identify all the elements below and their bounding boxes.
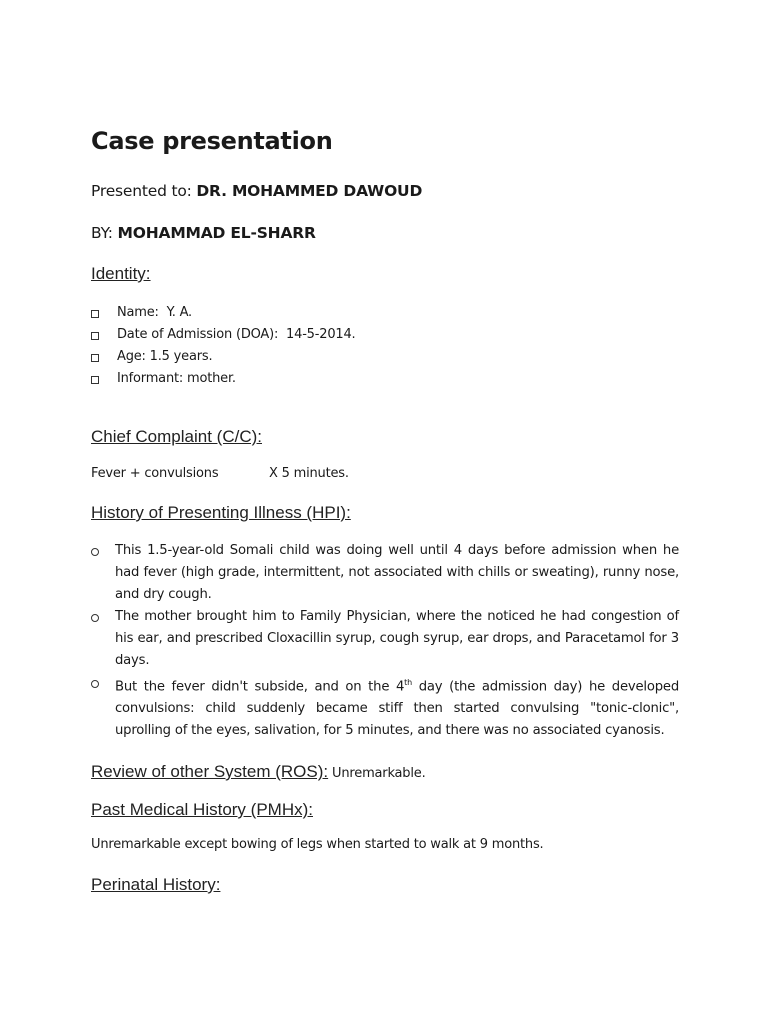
chief-complaint-heading: Chief Complaint (C/C):: [91, 427, 262, 446]
list-item: [91, 324, 355, 346]
identity-value: 1.5 years.: [145, 349, 213, 364]
circle-bullet-icon: [91, 614, 99, 622]
identity-value: 14-5-2014.: [278, 327, 356, 342]
pmhx-text: Unremarkable except bowing of legs when started to walk at 9 months.: [91, 837, 544, 852]
chief-complaint-duration: X 5 minutes.: [269, 466, 349, 481]
square-bullet-icon: [91, 354, 99, 362]
list-item: [91, 346, 355, 368]
circle-bullet-icon: [91, 680, 99, 688]
page-title: Case presentation: [91, 127, 333, 155]
presented-to-line: [91, 182, 422, 200]
hpi-list: [91, 540, 679, 742]
pmhx-heading: Past Medical History (PMHx):: [91, 800, 313, 819]
identity-heading: Identity:: [91, 264, 151, 283]
identity-value: Y. A.: [158, 305, 192, 320]
hpi-text-post: day (the admission day) he developed convulsions: child suddenly became stiff then started convulsing "tonic-clonic", uprolling of the eyes, salivation, for 5 minutes, and there was no associated cyanosis.: [115, 679, 679, 739]
presented-to-name: DR. MOHAMMED DAWOUD: [196, 182, 423, 200]
identity-label: Informant:: [117, 371, 184, 386]
presented-by-name: MOHAMMAD EL-SHARR: [117, 224, 316, 242]
presented-by-line: [91, 224, 316, 242]
hpi-text: This 1.5-year-old Somali child was doing well until 4 days before admission when he had fever (high grade, intermittent, not associated with chills or sweating), runny nose, and dry cough.: [115, 543, 679, 602]
ros-line: [91, 762, 426, 782]
identity-label: Date of Admission (DOA):: [117, 327, 279, 342]
square-bullet-icon: [91, 310, 99, 318]
list-item: [91, 606, 679, 672]
hpi-text-pre: But the fever didn't subside, and on the 4: [115, 679, 405, 695]
square-bullet-icon: [91, 376, 99, 384]
identity-value: mother.: [183, 371, 236, 386]
chief-complaint-symptom: Fever + convulsions: [91, 466, 219, 481]
presented-by-label: BY:: [91, 224, 118, 242]
circle-bullet-icon: [91, 548, 99, 556]
identity-label: Age:: [117, 349, 146, 364]
list-item: [91, 672, 679, 742]
list-item: [91, 368, 355, 390]
list-item: [91, 302, 355, 324]
perinatal-heading: Perinatal History:: [91, 875, 221, 894]
list-item: [91, 540, 679, 606]
hpi-superscript: th: [404, 678, 412, 687]
identity-label: Name:: [117, 305, 159, 320]
hpi-text: The mother brought him to Family Physician, where the noticed he had congestion of his ear, and prescribed Cloxacillin syrup, cough syrup, ear drops, and Paracetamol for 3 days.: [115, 609, 679, 668]
square-bullet-icon: [91, 332, 99, 340]
ros-heading: Review of other System (ROS):: [91, 762, 329, 781]
identity-list: [91, 302, 355, 390]
ros-value: Unremarkable.: [328, 766, 426, 781]
hpi-heading: History of Presenting Illness (HPI):: [91, 503, 351, 522]
presented-to-label: Presented to:: [91, 182, 197, 200]
